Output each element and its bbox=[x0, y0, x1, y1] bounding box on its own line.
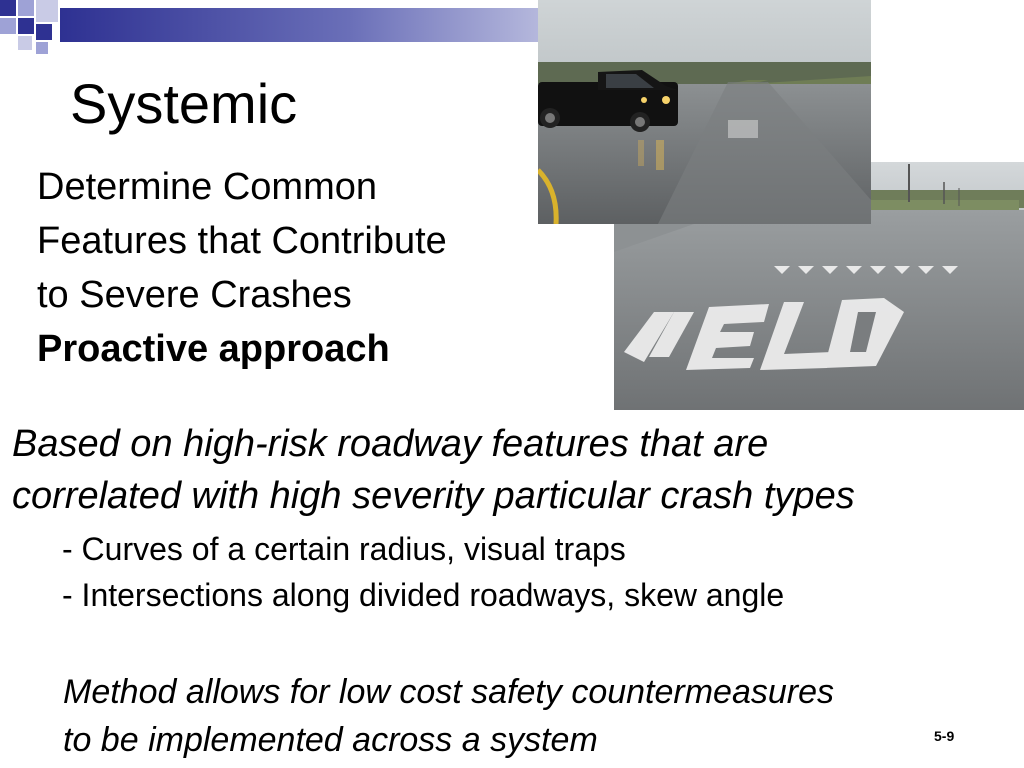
lead-line: Based on high-risk roadway features that are bbox=[12, 423, 769, 465]
method-line: Method allows for low cost safety countermeasures bbox=[63, 673, 835, 711]
deco-square bbox=[0, 0, 16, 16]
bullet-list bbox=[62, 526, 1022, 618]
body-text bbox=[12, 418, 1022, 618]
method-line: to be implemented across a system bbox=[63, 721, 598, 759]
subtitle-bold-line: Proactive approach bbox=[37, 328, 390, 370]
subtitle-line: Features that Contribute bbox=[37, 220, 447, 262]
bullet-item: - Curves of a certain radius, visual traps bbox=[62, 531, 626, 567]
bullet-item: - Intersections along divided roadways, skew angle bbox=[62, 577, 785, 613]
subtitle-block bbox=[37, 160, 537, 376]
deco-square bbox=[0, 18, 16, 34]
deco-square bbox=[18, 18, 34, 34]
deco-square bbox=[18, 36, 32, 50]
deco-square bbox=[36, 42, 48, 54]
subtitle-line: Determine Common bbox=[37, 166, 377, 208]
method-note bbox=[63, 668, 983, 764]
slide-number: 5-9 bbox=[934, 728, 955, 744]
subtitle-line: to Severe Crashes bbox=[37, 274, 352, 316]
slide-title: Systemic bbox=[70, 72, 298, 135]
deco-square bbox=[18, 0, 34, 16]
deco-square bbox=[36, 24, 52, 40]
photo-pickup-truck bbox=[538, 0, 871, 224]
deco-square bbox=[36, 0, 58, 22]
lead-line: correlated with high severity particular crash types bbox=[12, 475, 855, 517]
